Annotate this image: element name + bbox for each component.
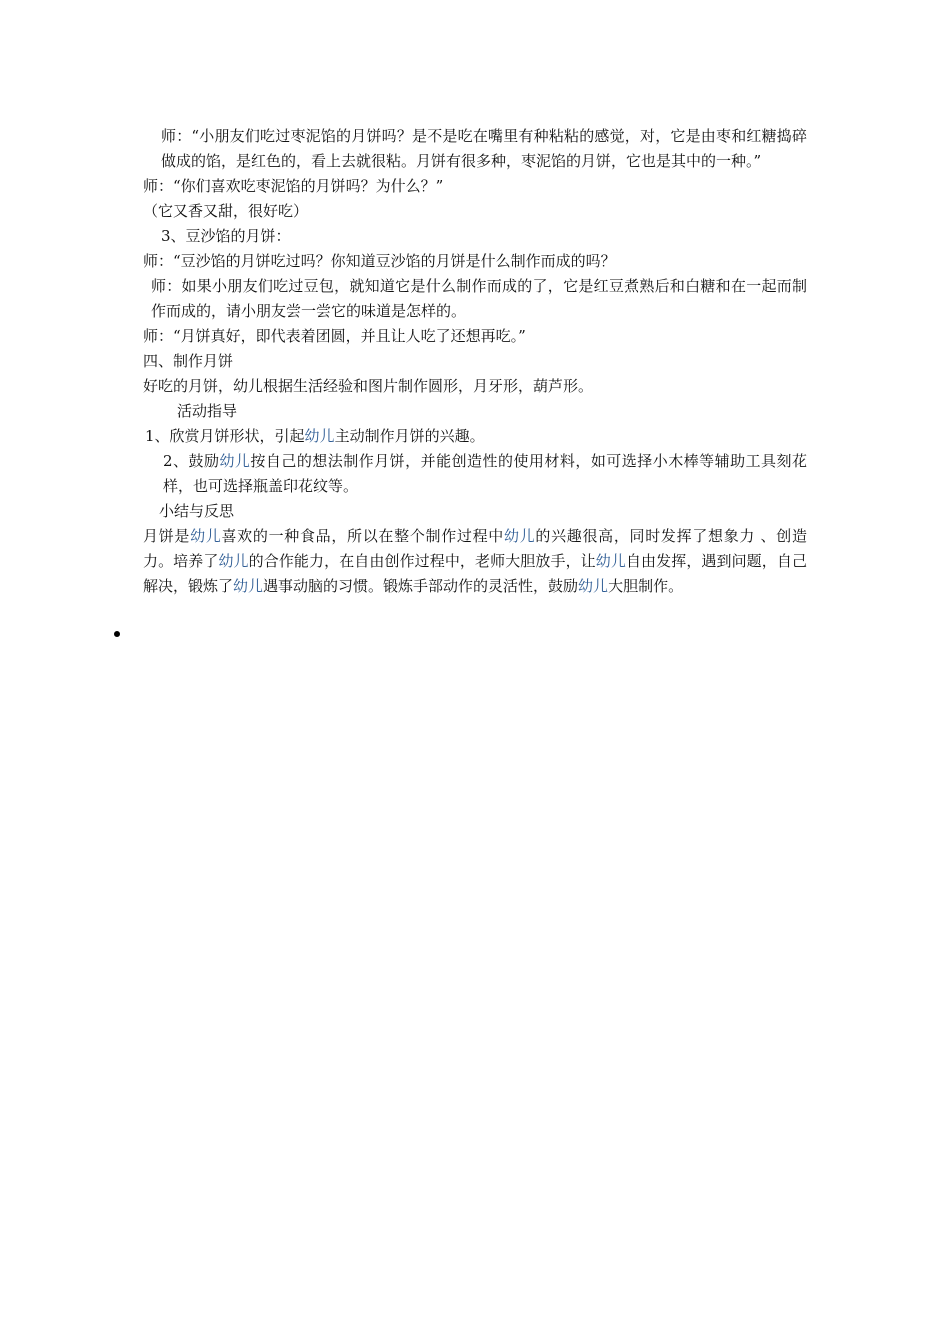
paragraph-bean-paste-explanation: 师：如果小朋友们吃过豆包，就知道它是什么制作而成的了，它是红豆煮熟后和白糖和在一起而制作而成的，请小朋友尝一尝它的味道是怎样的。 (151, 277, 807, 320)
paragraph-child-answer: （它又香又甜，很好吃） (143, 202, 309, 220)
keyword-link[interactable]: 幼儿 (233, 577, 264, 595)
summary-text: 月饼是 (143, 527, 191, 545)
guide-item-2 (143, 449, 807, 499)
keyword-link[interactable]: 幼儿 (190, 527, 222, 545)
keyword-link[interactable]: 幼儿 (218, 552, 249, 570)
keyword-link[interactable]: 幼儿 (503, 527, 536, 545)
summary-text: 自由发挥，遇到问题，自己解决，锻炼了 (143, 552, 807, 595)
activity-guide-heading: 活动指导 (177, 402, 238, 420)
summary-paragraph (143, 524, 807, 599)
paragraph-teacher-date-filling: 师：“小朋友们吃过枣泥馅的月饼吗？是不是吃在嘴里有种粘粘的感觉，对，它是由枣和红糖捣碎做成的馅，是红色的，看上去就很粘。月饼有很多种，枣泥馅的月饼，它也是其中的一种。” (161, 127, 807, 170)
keyword-link[interactable]: 幼儿 (595, 552, 626, 570)
keyword-link[interactable]: 幼儿 (578, 577, 609, 595)
summary-text: 的合作能力，在自由创作过程中，老师大胆放手，让 (248, 552, 596, 570)
summary-text: 的兴趣很高，同时发挥了想象力 、创造力。培养了 (143, 527, 807, 570)
summary-text: 遇事动脑的习惯。锻炼手部动作的灵活性，鼓励 (263, 577, 579, 595)
guide-item-1-text: 1、欣赏月饼形状，引起 (145, 427, 305, 445)
bullet-dot (114, 631, 120, 637)
guide-item-2-text: 按自己的想法制作月饼，并能创造性的使用材料，如可选择小木棒等辅助工具刻花样，也可选择瓶盖印花纹等。 (163, 452, 807, 495)
guide-item-1-text: 主动制作月饼的兴趣。 (334, 427, 485, 445)
section-heading-make-mooncake: 四、制作月饼 (143, 352, 234, 370)
paragraph-bean-paste-question: 师：“豆沙馅的月饼吃过吗？你知道豆沙馅的月饼是什么制作而成的吗？ (143, 252, 616, 270)
paragraph-bean-paste-heading: 3、豆沙馅的月饼： (161, 227, 291, 245)
summary-heading: 小结与反思 (159, 502, 235, 520)
summary-text: 大胆制作。 (608, 577, 684, 595)
document-body (143, 124, 807, 599)
keyword-link[interactable]: 幼儿 (219, 452, 251, 470)
summary-text: 喜欢的一种食品，所以在整个制作过程中 (221, 527, 504, 545)
keyword-link[interactable]: 幼儿 (304, 427, 335, 445)
paragraph-teacher-conclusion: 师：“月饼真好，即代表着团圆，并且让人吃了还想再吃。” (143, 327, 526, 345)
guide-item-2-text: 2、鼓励 (163, 452, 220, 470)
paragraph-teacher-question: 师：“你们喜欢吃枣泥馅的月饼吗？为什么？” (143, 177, 444, 195)
guide-item-1 (143, 424, 807, 449)
paragraph-make-mooncake: 好吃的月饼，幼儿根据生活经验和图片制作圆形，月牙形，葫芦形。 (143, 377, 594, 395)
